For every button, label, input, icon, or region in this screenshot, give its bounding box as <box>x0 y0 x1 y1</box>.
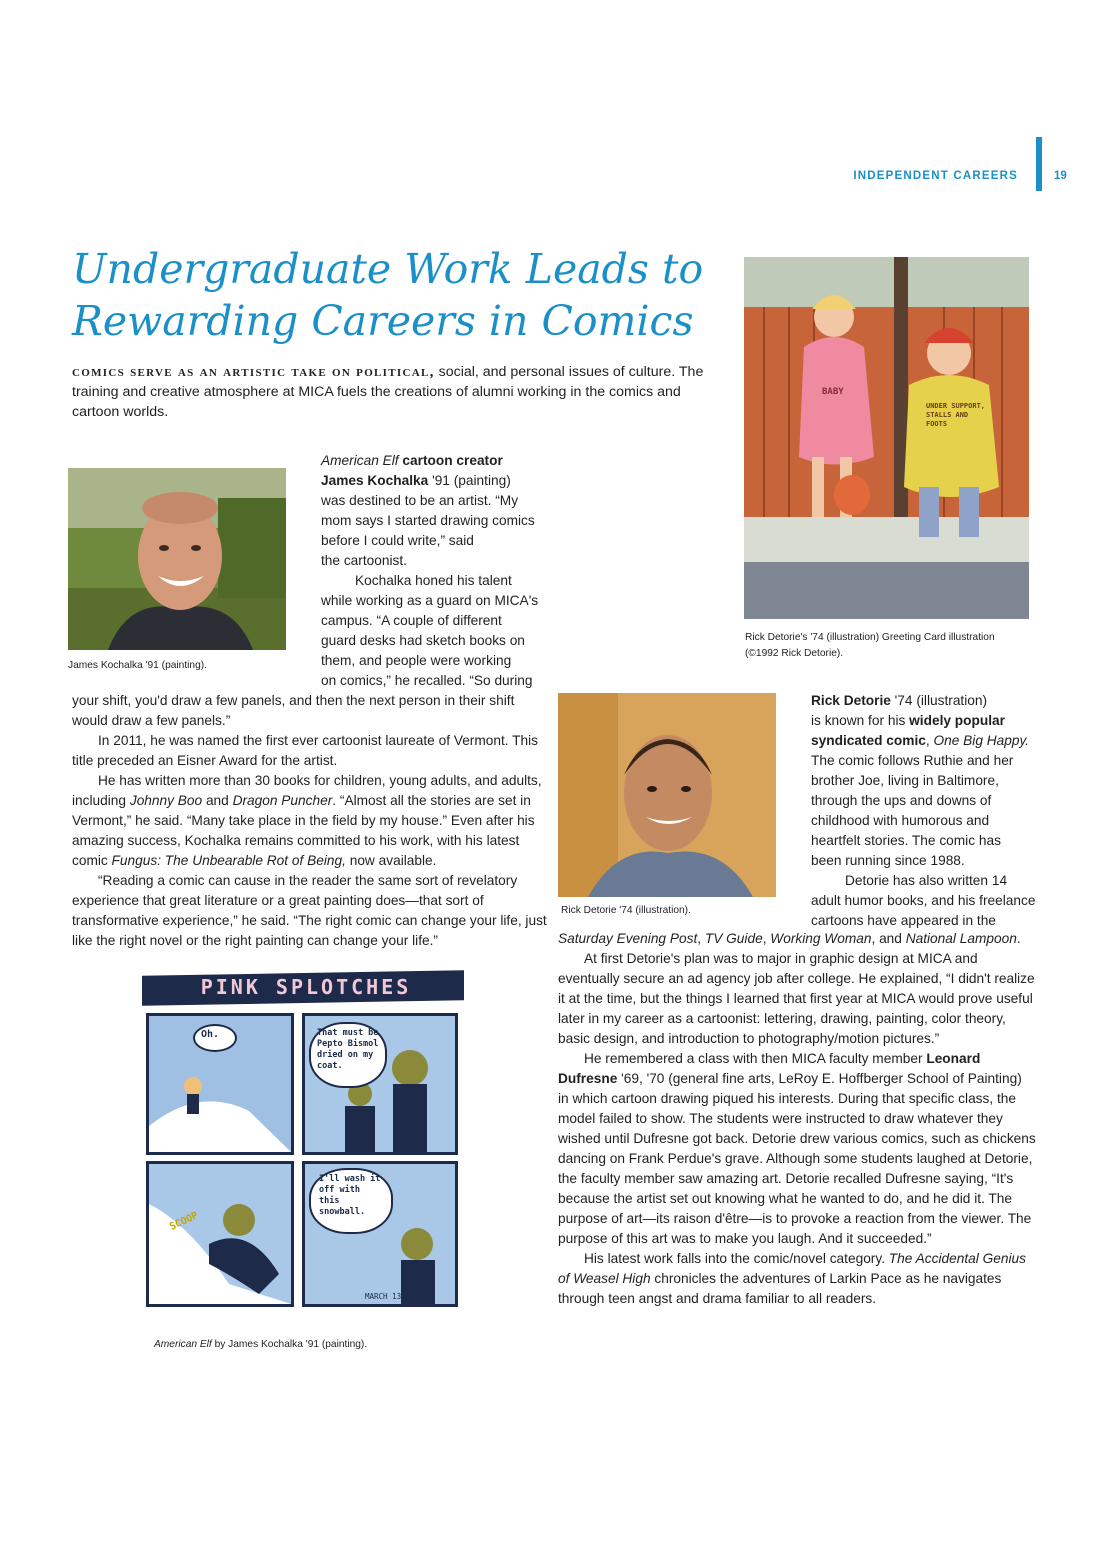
body-paragraph: your shift, you'd draw a few panels, and then the next person in their shift would draw a few panels.” <box>72 693 515 728</box>
comic-panel-3 <box>146 1161 294 1307</box>
detorie-line: adult humor books, and his freelance <box>811 893 1036 908</box>
kochalka-line <box>321 451 561 471</box>
detorie-line <box>811 731 1051 751</box>
shirt-lettering: UNDER SUPPORT, STALLS AND FOOTS <box>926 402 986 428</box>
kochalka-line: on comics,” he recalled. “So during <box>321 673 533 688</box>
comic-panel-4 <box>302 1161 458 1307</box>
greeting-card-caption: Rick Detorie's '74 (illustration) Greeting Card illustration (©1992 Rick Detorie). <box>745 632 995 659</box>
body-text: . “Almost all the stories are set in Vermont,” he said. “Many take place in the field by my house.” Even after his amazing success, Kochalka remains committed to his work, with his latest comic <box>72 793 535 868</box>
comic-title-italic: One Big Happy. <box>933 733 1030 748</box>
kochalka-line: Kochalka honed his talent <box>355 573 512 588</box>
comic-date: MARCH 13, 2011 <box>365 1292 429 1301</box>
detorie-bold-text: syndicated comic <box>811 733 926 748</box>
faculty-name: Leonard Dufresne <box>558 1051 981 1086</box>
detorie-text: , <box>925 733 934 748</box>
body-text: chronicles the adventures of Larkin Pace as he navigates through teen angst and drama familiar to all readers. <box>558 1271 1002 1306</box>
detorie-line: Detorie has also written 14 <box>845 873 1008 888</box>
speech-bubble-text: I'll wash it off with this snowball. <box>319 1174 381 1217</box>
publication-title: National Lampoon <box>905 931 1017 946</box>
kochalka-bold-text: cartoon creator <box>398 453 503 468</box>
detorie-greeting-card-illustration <box>744 257 1029 619</box>
detorie-bold-text: widely popular <box>909 713 1005 728</box>
detorie-photo-caption: Rick Detorie '74 (illustration). <box>561 905 691 916</box>
detorie-line: brother Joe, living in Baltimore, <box>811 773 999 788</box>
body-text: , <box>697 931 705 946</box>
detorie-line: been running since 1988. <box>811 853 965 868</box>
title-line-2: Rewarding Careers in Comics <box>72 297 694 345</box>
kochalka-photo <box>68 468 286 650</box>
body-paragraph <box>558 929 1036 949</box>
caption-text: by James Kochalka '91 (painting). <box>211 1339 368 1350</box>
kochalka-line: before I could write,” said <box>321 533 474 548</box>
comic-caption <box>154 1337 367 1353</box>
kochalka-line: guard desks had sketch books on <box>321 633 525 648</box>
book-title: Johnny Boo <box>129 793 203 808</box>
detorie-line: cartoons have appeared in the <box>811 913 996 928</box>
body-paragraph: At first Detorie's plan was to major in graphic design at MICA and eventually secure an ad agency job after college. He explained, “I didn't realize it at the time, but the things I learned that first year at MICA would prove useful later in my career as a cartoonist: lettering, drawing, painting, color theory, basic design, and introduction to photography/motion pictures.” <box>558 951 1035 1046</box>
speech-bubble-text: Oh. <box>201 1029 220 1040</box>
caption-title: American Elf <box>154 1339 212 1350</box>
detorie-photo <box>558 693 776 897</box>
section-label: INDEPENDENT CAREERS <box>853 170 1018 182</box>
publication-title: TV Guide <box>704 931 763 946</box>
kochalka-line: the cartoonist. <box>321 553 407 568</box>
detorie-text: is known for his <box>811 713 910 728</box>
speech-bubble-text: That must be Pepto Bismol dried on my coat. <box>317 1028 379 1071</box>
kochalka-line: campus. “A couple of different <box>321 613 502 628</box>
body-paragraph <box>72 771 550 871</box>
detorie-line: through the ups and downs of <box>811 793 992 808</box>
body-text: , and <box>871 931 906 946</box>
kochalka-italic-title: American Elf <box>321 453 399 468</box>
body-text: His latest work falls into the comic/novel category. <box>584 1251 889 1266</box>
detorie-line <box>811 691 1051 711</box>
detorie-body <box>558 929 1036 1309</box>
detorie-line: heartfelt stories. The comic has <box>811 833 1001 848</box>
kochalka-line: mom says I started drawing comics <box>321 513 535 528</box>
body-text: He remembered a class with then MICA faculty member <box>584 1051 927 1066</box>
kochalka-name: James Kochalka <box>321 473 429 488</box>
kochalka-line: them, and people were working <box>321 653 512 668</box>
kochalka-text: '91 (painting) <box>428 473 511 488</box>
publication-title: Working Woman <box>770 931 872 946</box>
book-title: Fungus: The Unbearable Rot of Being, <box>111 853 346 868</box>
body-text: '69, '70 (general fine arts, LeRoy E. Hoffberger School of Painting) in which cartoon drawing piqued his interests. During that specific class, the model failed to show. The students were instructed to draw whatever they wished until Dufresne got back. Detorie drew various comics, such as chickens dancing on Frank Perdue's grave. Although some students laughed at Detorie, the faculty member saw amazing art. Detorie recalled Dufresne saying, “It's because the artist set out knowing what he wanted to do, and he did it. The purpose of art—its raison d'être—is to provoke a reaction from the viewer. The purpose of this art was to make you laugh. And it succeeded.” <box>558 1071 1036 1246</box>
detorie-line: childhood with humorous and <box>811 813 990 828</box>
kochalka-line: was destined to be an artist. “My <box>321 493 519 508</box>
comic-panel-1 <box>146 1013 294 1155</box>
detorie-line <box>811 711 1051 731</box>
detorie-intro-column <box>811 691 1051 931</box>
body-paragraph: “Reading a comic can cause in the reader the same sort of revelatory experience that great literature or a great painting does—that sort of transformative experience,” he said. “The right comic can change your life, just like the right novel or the right painting can change your life.” <box>72 873 547 948</box>
kochalka-photo-caption: James Kochalka '91 (painting). <box>68 660 207 671</box>
comic-panel-2 <box>302 1013 458 1155</box>
publication-title: Saturday Evening Post <box>558 931 698 946</box>
body-text: now available. <box>345 853 437 868</box>
kochalka-intro-column <box>321 451 561 691</box>
intro-text: social, and personal issues of culture. The training and creative atmosphere at MICA fuels the creations of alumni working in the comics and cartoon worlds. <box>72 364 704 420</box>
kochalka-line: while working as a guard on MICA's <box>321 593 539 608</box>
intro-paragraph <box>72 362 732 422</box>
sound-effect: SCOOP <box>168 1210 201 1233</box>
body-paragraph: In 2011, he was named the first ever cartoonist laureate of Vermont. This title preceded an Eisner Award for the artist. <box>72 733 539 768</box>
comic-strip <box>142 965 464 1328</box>
comic-title: PINK SPLOTCHES <box>200 975 412 999</box>
detorie-line: The comic follows Ruthie and her <box>811 753 1014 768</box>
article-title <box>72 243 732 347</box>
header-accent-bar <box>1036 137 1042 191</box>
body-paragraph <box>558 1049 1036 1249</box>
page-number: 19 <box>1054 170 1067 182</box>
body-text: . <box>1016 931 1021 946</box>
body-text: and <box>202 793 233 808</box>
kochalka-line <box>321 471 561 491</box>
detorie-name: Rick Detorie <box>811 693 891 708</box>
detorie-text: '74 (illustration) <box>890 693 988 708</box>
title-line-1: Undergraduate Work Leads to <box>72 245 704 293</box>
body-text: , <box>762 931 771 946</box>
book-title: The Accidental Genius of Weasel High <box>558 1251 1026 1286</box>
book-title: Dragon Puncher <box>232 793 333 808</box>
body-text: He has written more than 30 books for children, young adults, and adults, including <box>72 773 542 808</box>
body-paragraph <box>558 1249 1036 1309</box>
kochalka-body <box>72 691 550 951</box>
shirt-lettering: BABY <box>822 387 844 397</box>
intro-lead: comics serve as an artistic take on political, <box>72 364 435 380</box>
